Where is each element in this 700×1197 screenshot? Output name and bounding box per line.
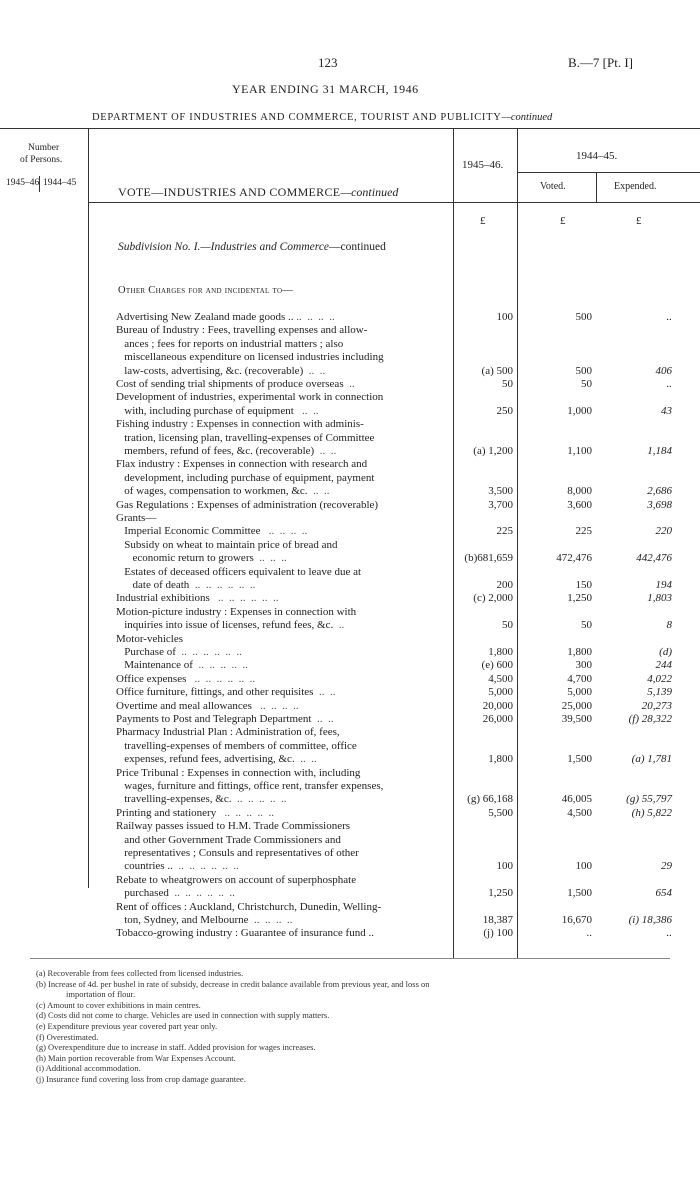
row-description-text: ton, Sydney, and Melbourne — [116, 914, 249, 926]
table-row — [0, 686, 700, 699]
table-row — [0, 338, 700, 351]
row-description — [116, 780, 450, 793]
row-description — [116, 927, 450, 940]
row-description-text: Purchase of — [116, 646, 176, 658]
row-description — [116, 901, 450, 914]
row-description — [116, 472, 450, 485]
table-row — [0, 646, 700, 659]
row-description-text: Flax industry : Expenses in connection with research and — [116, 458, 368, 471]
expended-1944-45: 654 — [655, 887, 672, 900]
row-description-text: travelling-expenses, &c. — [116, 793, 232, 806]
table-row — [0, 351, 700, 364]
vote-name: VOTE—INDUSTRIES AND COMMERCE — [118, 185, 341, 199]
row-description-text: members, refund of fees, &c. (recoverable) — [116, 445, 315, 457]
expended-1944-45: (i) 18,386 — [628, 914, 672, 926]
amount-1945-46: 1,800 — [488, 646, 513, 658]
row-leader-dots: .. .. — [293, 404, 319, 417]
table-row — [0, 525, 700, 538]
table-row — [0, 499, 700, 512]
row-leader-dots: .. — [333, 619, 345, 632]
table-row — [0, 432, 700, 445]
expended-1944-45: 5,139 — [647, 686, 672, 699]
row-leader-dots: .. .. .. — [253, 552, 287, 565]
expended-1944-45: .. — [666, 311, 672, 323]
footnote: (c) Amount to cover exhibitions in main centres. — [36, 999, 201, 1010]
row-description — [116, 552, 450, 565]
amount-1945-46: 1,250 — [488, 887, 513, 900]
amount-1945-46: 20,000 — [482, 699, 513, 712]
row-description — [116, 485, 450, 498]
row-description — [116, 338, 450, 351]
row-description-text: and other Government Trade Commissioners and — [116, 833, 341, 846]
row-description-text: Overtime and meal allowances — [116, 699, 252, 712]
row-description — [116, 860, 450, 873]
row-description-text: Grants— — [116, 512, 157, 524]
row-description-text: miscellaneous expenditure on licensed industries including — [116, 351, 384, 364]
row-description-text: development, including purchase of equipment, payment — [116, 471, 375, 484]
row-description — [116, 378, 450, 391]
expended-1944-45: .. — [666, 378, 672, 390]
table-row — [0, 753, 700, 766]
department-continued: —continued — [501, 112, 553, 123]
persons-year-b: 1944–45 — [43, 178, 77, 188]
expended-1944-45: 220 — [655, 525, 672, 538]
col3-header: Expended. — [614, 181, 657, 192]
footnote: importation of flour. — [66, 989, 136, 1000]
row-description — [116, 619, 450, 632]
row-description-text: Price Tribunal : Expenses in connection with, including — [116, 766, 361, 779]
row-leader-dots: .. .. .. .. — [293, 311, 335, 323]
row-description — [116, 365, 450, 378]
row-description-text: tration, licensing plan, travelling-expenses of Committee — [116, 431, 375, 444]
table-row — [0, 659, 700, 672]
row-description-text: travelling-expenses of members of committee, office — [116, 739, 357, 752]
table-row — [0, 700, 700, 713]
row-description-text: Bureau of Industry : Fees, travelling expenses and allow- — [116, 324, 368, 337]
amount-1945-46: (b)681,659 — [464, 552, 513, 565]
row-leader-dots: .. .. .. .. .. .. — [175, 646, 242, 658]
row-leader-dots: .. .. .. .. .. .. — [172, 860, 239, 873]
row-description — [116, 566, 450, 579]
table-row — [0, 365, 700, 378]
expended-1944-45: 406 — [655, 364, 672, 377]
table-row — [0, 458, 700, 471]
table-row — [0, 405, 700, 418]
voted-1944-45: 500 — [575, 364, 592, 377]
row-leader-dots: .. .. — [311, 713, 334, 725]
document-reference: B.—7 [Pt. I] — [568, 55, 633, 70]
voted-1944-45: 25,000 — [561, 699, 592, 712]
voted-1944-45: 500 — [575, 311, 592, 323]
row-description — [116, 633, 450, 646]
year-title: YEAR ENDING 31 MARCH, 1946 — [232, 82, 419, 96]
voted-1944-45: 3,600 — [567, 498, 592, 511]
row-description — [116, 539, 450, 552]
expended-1944-45: 1,184 — [647, 445, 672, 457]
department-name: DEPARTMENT OF INDUSTRIES AND COMMERCE, TOURIST AND PUBLICITY — [92, 112, 502, 123]
row-description — [116, 606, 450, 619]
row-description — [116, 807, 450, 820]
amount-1945-46: (e) 600 — [481, 659, 513, 672]
footnote: (i) Additional accommodation. — [36, 1063, 141, 1074]
row-description-text: Railway passes issued to H.M. Trade Commissioners — [116, 820, 351, 833]
expended-1944-45: 29 — [661, 860, 672, 873]
header-bottom-rule — [88, 202, 700, 203]
row-description-text: Motion-picture industry : Expenses in connection with — [116, 605, 357, 618]
amount-1945-46: 5,500 — [488, 806, 513, 819]
expended-1944-45: 442,476 — [636, 552, 672, 565]
voted-1944-45: 1,250 — [567, 592, 592, 605]
row-description — [116, 753, 450, 766]
section-title: Other Charges for and incidental to— — [118, 285, 294, 296]
voted-1944-45: .. — [586, 927, 592, 940]
table-row — [0, 311, 700, 324]
row-leader-dots: .. .. .. .. — [260, 525, 308, 538]
col2-currency: £ — [560, 215, 566, 227]
col1-currency: £ — [480, 215, 486, 227]
voted-1944-45: 1,000 — [567, 404, 592, 417]
row-leader-dots: .. .. .. .. — [248, 914, 293, 926]
expended-1944-45: (h) 5,822 — [631, 806, 672, 819]
voted-1944-45: 50 — [581, 378, 592, 390]
table-top-rule — [0, 128, 700, 129]
amount-1945-46: 1,800 — [488, 753, 513, 766]
row-description-text: of wages, compensation to workmen, &c. — [116, 485, 308, 498]
row-description-text: Pharmacy Industrial Plan : Administration of, fees, — [116, 726, 340, 739]
amount-1945-46: 100 — [496, 311, 513, 323]
expended-1944-45: 4,022 — [647, 672, 672, 685]
footnote: (g) Overexpenditure due to increase in staff. Added provision for wages increases. — [36, 1042, 316, 1053]
table-row — [0, 633, 700, 646]
vote-title — [118, 185, 398, 200]
row-description — [116, 713, 450, 726]
row-description-text: with, including purchase of equipment — [116, 404, 294, 417]
row-description — [116, 512, 450, 525]
voted-1944-45: 39,500 — [561, 713, 592, 725]
row-description — [116, 874, 450, 887]
footnote: (j) Insurance fund covering loss from crop damage guarantee. — [36, 1074, 246, 1084]
row-leader-dots: .. .. .. .. .. — [192, 659, 248, 672]
voted-1944-45: 4,500 — [567, 806, 592, 819]
amount-1945-46: 225 — [496, 525, 513, 538]
expended-1944-45: (g) 55,797 — [626, 793, 672, 806]
table-row — [0, 820, 700, 833]
amount-1945-46: (j) 100 — [483, 927, 513, 940]
row-description-text: purchased — [116, 887, 169, 900]
row-description-text: Printing and stationery — [116, 806, 217, 819]
expended-1944-45: 20,273 — [641, 699, 672, 712]
row-description-text: Industrial exhibitions — [116, 592, 210, 605]
department-title — [92, 112, 552, 123]
row-description — [116, 887, 450, 900]
table-row — [0, 927, 700, 940]
expended-1944-45: (d) — [659, 646, 672, 658]
table-row — [0, 566, 700, 579]
col1-header: 1945–46. — [462, 159, 504, 171]
table-row — [0, 740, 700, 753]
table-row — [0, 391, 700, 404]
row-description-text: representatives ; Consuls and representatives of other — [116, 847, 359, 859]
subdivision-continued: —continued — [329, 241, 386, 253]
vote-continued: —continued — [340, 185, 399, 199]
amount-1945-46: 250 — [496, 404, 513, 417]
footnote: (h) Main portion recoverable from War Expenses Account. — [36, 1052, 236, 1063]
row-description-text: Motor-vehicles — [116, 632, 183, 645]
row-leader-dots: .. — [343, 378, 355, 390]
row-description-text: Rent of offices : Auckland, Christchurch, Dunedin, Welling- — [116, 900, 382, 913]
voted-1944-45: 1,100 — [567, 445, 592, 457]
amount-1945-46: (g) 66,168 — [467, 793, 513, 806]
amount-1945-46: 3,500 — [488, 485, 513, 498]
row-description — [116, 820, 450, 833]
row-description — [116, 592, 450, 605]
voted-1944-45: 150 — [575, 579, 592, 591]
row-description — [116, 351, 450, 364]
expended-1944-45: (a) 1,781 — [631, 753, 672, 766]
row-description-text: Payments to Post and Telegraph Department — [116, 713, 312, 725]
voted-1944-45: 4,700 — [567, 672, 592, 685]
row-description — [116, 686, 450, 699]
table-row — [0, 673, 700, 686]
row-description-text: Office furniture, fittings, and other requisites — [116, 686, 314, 699]
row-description-text: Tobacco-growing industry : Guarantee of insurance fund .. — [116, 927, 374, 940]
row-description-text: Imperial Economic Committee — [116, 525, 261, 538]
row-description — [116, 914, 450, 927]
col-group-header: 1944–45. — [576, 150, 618, 162]
row-description-text: law-costs, advertising, &c. (recoverable) — [116, 364, 304, 377]
table-row — [0, 793, 700, 806]
amount-1945-46: 200 — [496, 579, 513, 591]
row-description — [116, 673, 450, 686]
voted-1944-45: 472,476 — [556, 552, 592, 565]
row-description — [116, 391, 450, 404]
voted-1944-45: 16,670 — [561, 914, 592, 926]
row-description-text: wages, furniture and fittings, office rent, transfer expenses, — [116, 780, 384, 792]
table-row — [0, 485, 700, 498]
voted-1944-45: 225 — [575, 525, 592, 538]
footnote: (e) Expenditure previous year covered part year only. — [36, 1021, 218, 1031]
row-leader-dots: .. .. — [294, 753, 317, 766]
row-description-text: Fishing industry : Expenses in connection with adminis- — [116, 418, 364, 431]
amount-1945-46: 26,000 — [482, 713, 513, 725]
footnote: (a) Recoverable from fees collected from licensed industries. — [36, 968, 244, 978]
table-row — [0, 860, 700, 873]
table-row — [0, 552, 700, 565]
row-leader-dots: .. .. .. .. .. .. — [186, 672, 256, 685]
table-row — [0, 579, 700, 592]
row-description — [116, 740, 450, 753]
voted-1944-45: 50 — [581, 619, 592, 632]
table-row — [0, 914, 700, 927]
row-description — [116, 700, 450, 713]
col2-header: Voted. — [540, 181, 566, 192]
table-row — [0, 418, 700, 431]
row-description-text: inquiries into issue of licenses, refund fees, &c. — [116, 619, 334, 632]
expended-1944-45: 8 — [666, 619, 672, 632]
row-description-text: Rebate to wheatgrowers on account of superphosphate — [116, 873, 357, 886]
expended-1944-45: (f) 28,322 — [628, 713, 672, 725]
expended-1944-45: 3,698 — [647, 498, 672, 511]
row-description — [116, 726, 450, 739]
voted-expended-rule — [596, 172, 597, 202]
amount-1945-46: 4,500 — [488, 672, 513, 685]
voted-1944-45: 8,000 — [567, 485, 592, 498]
persons-year-a: 1945–46 — [6, 178, 40, 188]
subdivision-label: Subdivision No. I.—Industries and Commerce — [118, 241, 330, 253]
table-row — [0, 539, 700, 552]
table-row — [0, 619, 700, 632]
row-description — [116, 847, 450, 860]
expended-1944-45: 244 — [655, 659, 672, 672]
row-leader-dots: .. .. .. .. .. — [231, 793, 287, 806]
row-description-text: Maintenance of — [116, 659, 193, 672]
table-row — [0, 887, 700, 900]
voted-1944-45: 1,500 — [567, 753, 592, 766]
persons-label-1: Number — [28, 143, 60, 153]
row-description-text: Cost of sending trial shipments of produce overseas — [116, 378, 344, 390]
row-description — [116, 324, 450, 337]
amount-1945-46: 3,700 — [488, 498, 513, 511]
table-row — [0, 834, 700, 847]
expended-1944-45: .. — [666, 927, 672, 940]
row-description — [116, 445, 450, 458]
row-leader-dots: .. .. .. .. .. — [216, 806, 274, 819]
col3-currency: £ — [636, 215, 642, 227]
row-description-text: Advertising New Zealand made goods .. — [116, 311, 294, 323]
row-description — [116, 499, 450, 512]
page-number: 123 — [318, 55, 338, 70]
row-description — [116, 579, 450, 592]
amount-1945-46: 50 — [502, 378, 513, 390]
amount-1945-46: (c) 2,000 — [473, 592, 513, 605]
persons-label-2: of Persons. — [20, 155, 63, 165]
row-description-text: ances ; fees for reports on industrial matters ; also — [116, 337, 344, 350]
row-leader-dots: .. .. — [313, 686, 336, 699]
amount-1945-46: 50 — [502, 619, 513, 632]
row-description — [116, 525, 450, 538]
voted-1944-45: 1,500 — [567, 887, 592, 900]
row-leader-dots: .. .. — [314, 445, 337, 457]
row-leader-dots: .. .. — [307, 485, 330, 498]
table-row — [0, 767, 700, 780]
subdivision-title — [118, 241, 386, 253]
expended-1944-45: 1,803 — [647, 592, 672, 605]
table-row — [0, 378, 700, 391]
col-group-rule — [517, 172, 700, 173]
table-row — [0, 324, 700, 337]
table-row — [0, 512, 700, 525]
row-description-text: Development of industries, experimental work in connection — [116, 391, 384, 404]
footnote: (f) Overestimated. — [36, 1031, 99, 1042]
row-leader-dots: .. .. .. .. — [251, 699, 299, 712]
voted-1944-45: 1,800 — [567, 646, 592, 658]
row-description-text: Estates of deceased officers equivalent to leave due at — [116, 565, 362, 578]
row-description-text: economic return to growers — [116, 552, 254, 565]
voted-1944-45: 300 — [575, 659, 592, 672]
voted-1944-45: 100 — [575, 860, 592, 873]
expended-1944-45: 2,686 — [647, 485, 672, 498]
voted-1944-45: 46,005 — [561, 793, 592, 806]
row-description-text: Gas Regulations : Expenses of administration (recoverable) — [116, 498, 379, 511]
row-description-text: expenses, refund fees, advertising, &c. — [116, 753, 295, 766]
amount-1945-46: (a) 500 — [481, 364, 513, 377]
row-description-text: date of death — [116, 579, 190, 591]
table-row — [0, 780, 700, 793]
table-row — [0, 807, 700, 820]
row-description — [116, 432, 450, 445]
row-description-text: Office expenses — [116, 672, 187, 685]
row-description — [116, 646, 450, 659]
table-row — [0, 592, 700, 605]
row-description — [116, 405, 450, 418]
row-description-text: countries .. — [116, 860, 173, 873]
expended-1944-45: 194 — [655, 579, 672, 591]
table-row — [0, 445, 700, 458]
table-row — [0, 726, 700, 739]
row-description — [116, 767, 450, 780]
row-leader-dots: .. .. .. .. .. .. — [189, 579, 256, 591]
footnote: (d) Costs did not come to charge. Vehicles are used in connection with supply matters. — [36, 1010, 330, 1021]
row-description — [116, 659, 450, 672]
row-description-text: Subsidy on wheat to maintain price of bread and — [116, 538, 338, 551]
expended-1944-45: 43 — [661, 404, 672, 417]
voted-1944-45: 5,000 — [567, 686, 592, 699]
amount-1945-46: 5,000 — [488, 686, 513, 699]
table-row — [0, 606, 700, 619]
row-description — [116, 418, 450, 431]
row-description — [116, 458, 450, 471]
table-row — [0, 472, 700, 485]
row-description — [116, 834, 450, 847]
amount-1945-46: 18,387 — [482, 914, 513, 926]
row-leader-dots: .. .. .. .. .. .. — [168, 887, 235, 900]
footnote-rule — [30, 958, 670, 959]
row-description — [116, 311, 450, 324]
table-row — [0, 847, 700, 860]
row-description — [116, 793, 450, 806]
row-leader-dots: .. .. — [303, 364, 326, 377]
amount-1945-46: (a) 1,200 — [473, 445, 513, 457]
row-leader-dots: .. .. .. .. .. .. — [209, 592, 279, 605]
table-row — [0, 713, 700, 726]
footnote: (b) Increase of 4d. per bushel in rate of subsidy, decrease in credit balance available from previous year, and loss on — [36, 978, 430, 989]
table-row — [0, 874, 700, 887]
table-row — [0, 901, 700, 914]
amount-1945-46: 100 — [496, 860, 513, 873]
